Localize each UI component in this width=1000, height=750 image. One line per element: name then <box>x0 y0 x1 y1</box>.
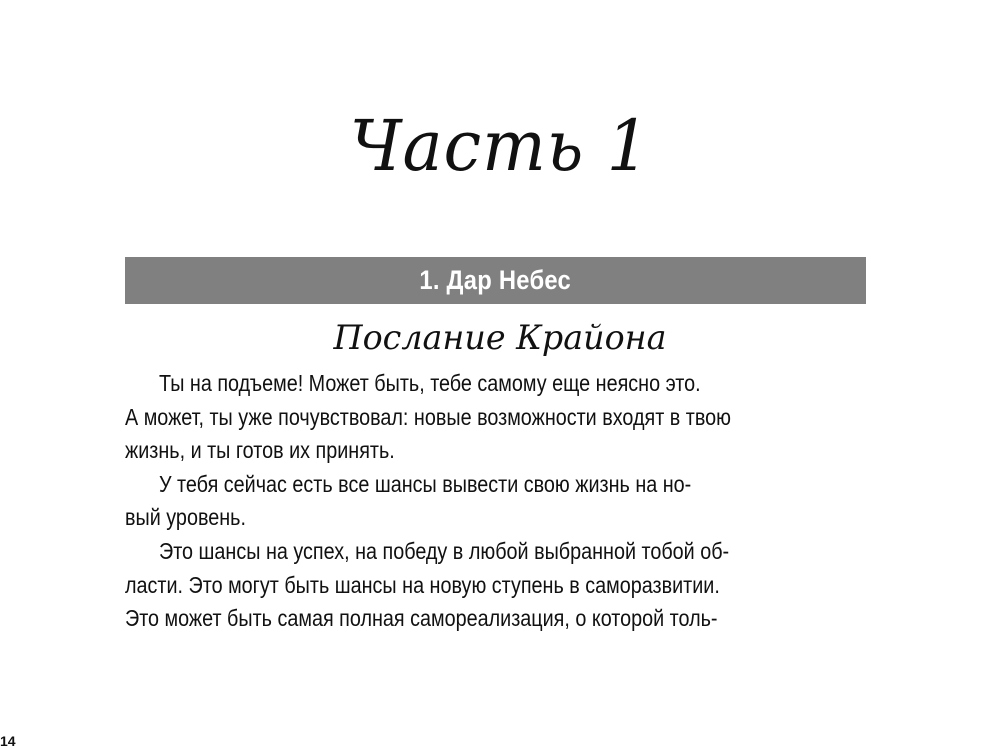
chapter-header-bar <box>125 257 866 304</box>
text-line: ласти. Это могут быть шансы на новую ступень в саморазвитии. <box>125 571 720 598</box>
text-line: жизнь, и ты готов их принять. <box>125 437 395 464</box>
text-line: У тебя сейчас есть все шансы вывести свою жизнь на но- <box>159 470 692 497</box>
text-line: вый уровень. <box>125 504 246 531</box>
body-text <box>125 367 866 636</box>
text-line: А может, ты уже почувствовал: новые возможности входят в твою <box>125 403 731 430</box>
chapter-title: 1. Дар Небес <box>419 265 572 295</box>
part-title: Часть 1 <box>349 105 651 187</box>
text-line: Это шансы на успех, на победу в любой выбранной тобой об- <box>159 537 730 564</box>
section-subtitle: Послание Крайона <box>333 318 667 358</box>
text-line: Ты на подъеме! Может быть, тебе самому еще неясно это. <box>159 370 701 396</box>
page-number: 14 <box>0 733 16 749</box>
text-line: Это может быть самая полная самореализация, о которой толь- <box>125 605 718 632</box>
